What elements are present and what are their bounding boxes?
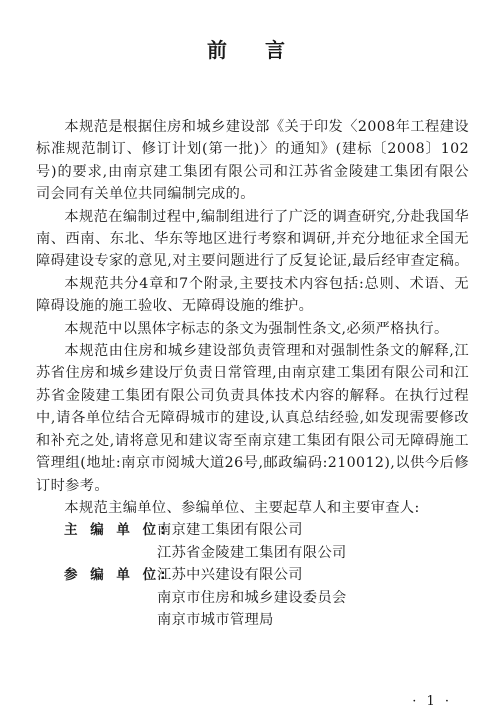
preface-body <box>36 116 469 631</box>
paragraph-management: 本规范由住房和城乡建设部负责管理和对强制性条文的解释,江苏省住房和城乡建设厅负责日常管理,由南京建工集团有限公司和江苏省金陵建工集团有限公司负责具体技术内容的解释。在执行过程中,请各单位结合无障碍城市的建设,认真总结经验,如发现需要修改和补充之处,请将意见和建议寄至南京建工集团有限公司无障碍施工管理组(地址:南京市阅城大道26号,邮政编码:210012),以供今后修订时参考。 <box>36 343 469 494</box>
paragraph-process: 本规范在编制过程中,编制组进行了广泛的调查研究,分赴我国华南、西南、东北、华东等地区进行考察和调研,并充分地征求全国无障碍建设专家的意见,对主要问题进行了反复论证,最后经审查定稿。 <box>36 208 469 270</box>
participating-unit-name: 江苏中兴建设有限公司 <box>157 567 303 584</box>
participating-unit-name: 南京市城市管理局 <box>157 611 274 628</box>
participating-units-label: 参 编 单 位: <box>64 567 170 584</box>
page-title: 前言 <box>207 38 323 62</box>
paragraph-origin: 本规范是根据住房和城乡建设部《关于印发〈2008年工程建设标准规范制订、修订计划(第一批)〉的通知》(建标〔2008〕102号)的要求,由南京建工集团有限公司和江苏省金陵建工集团有限公司会同有关单位共同编制完成的。 <box>36 119 469 203</box>
paragraph-mandatory: 本规范中以黑体字标志的条文为强制性条文,必须严格执行。 <box>64 320 449 337</box>
participating-unit-name: 南京市住房和城乡建设委员会 <box>157 589 347 606</box>
participating-units-list <box>157 564 469 631</box>
chief-units-row <box>36 519 469 564</box>
chief-units-list <box>157 519 469 564</box>
participating-units-row <box>36 564 469 631</box>
chief-unit-name: 南京建工集团有限公司 <box>157 522 303 539</box>
page-number: · 1 · <box>412 694 452 709</box>
paragraph-contents: 本规范共分4章和7个附录,主要技术内容包括:总则、术语、无障碍设施的施工验收、无障碍设施的维护。 <box>36 275 469 315</box>
paragraph-units-intro: 本规范主编单位、参编单位、主要起草人和主要审查人: <box>64 499 420 516</box>
chief-unit-name: 江苏省金陵建工集团有限公司 <box>157 544 347 561</box>
chief-units-label: 主 编 单 位: <box>64 522 170 539</box>
